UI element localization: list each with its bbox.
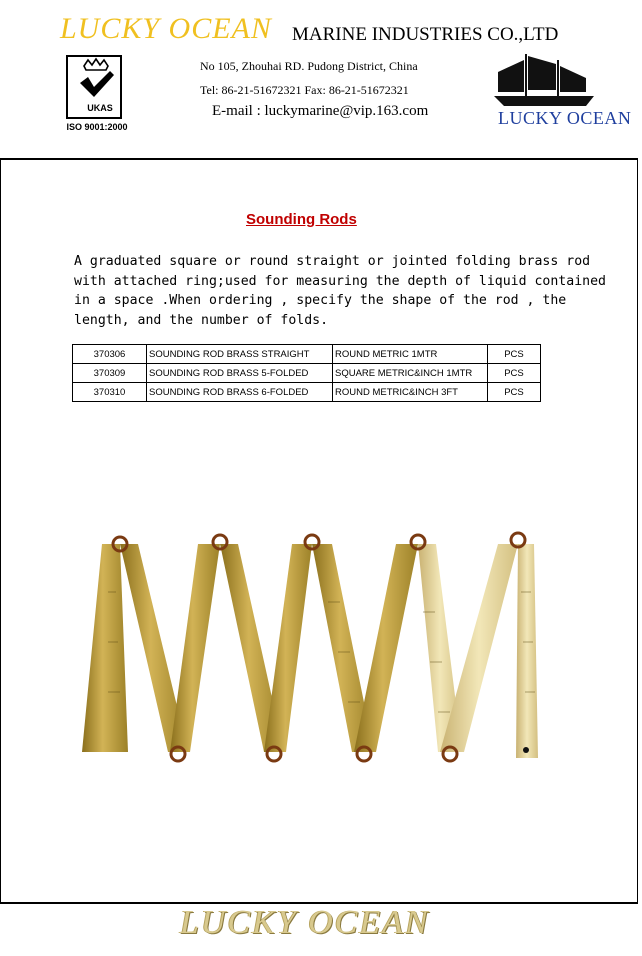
product-unit: PCS — [488, 364, 541, 383]
product-spec: SQUARE METRIC&INCH 1MTR — [333, 364, 488, 383]
ship-logo — [490, 50, 632, 140]
product-table — [72, 344, 541, 402]
product-code: 370310 — [73, 383, 147, 402]
page-right-border — [637, 160, 638, 902]
page-left-border — [0, 160, 1, 902]
table-row — [73, 364, 541, 383]
product-code: 370306 — [73, 345, 147, 364]
header-divider — [0, 158, 638, 160]
table-row — [73, 345, 541, 364]
ukas-badge — [66, 55, 122, 119]
product-spec: ROUND METRIC 1MTR — [333, 345, 488, 364]
crown-check-icon — [68, 57, 120, 103]
company-phone-fax: Tel: 86-21-51672321 Fax: 86-21-51672321 — [200, 83, 409, 97]
product-unit: PCS — [488, 345, 541, 364]
folding-ruler-photo — [78, 452, 558, 837]
sailing-ship-icon — [490, 50, 600, 110]
company-address: No 105, Zhouhai RD. Pudong District, China — [200, 59, 418, 73]
product-description: A graduated square or round straight or jointed folding brass rod with attached ring;used for measuring the depth of liquid contained in a space .When ordering , specify the shape of the rod , the length, and the number of folds. — [74, 254, 606, 328]
product-unit: PCS — [488, 383, 541, 402]
product-spec: ROUND METRIC&INCH 3FT — [333, 383, 488, 402]
product-name: SOUNDING ROD BRASS 5-FOLDED — [147, 364, 333, 383]
product-name: SOUNDING ROD BRASS 6-FOLDED — [147, 383, 333, 402]
ship-logo-text: LUCKY OCEAN — [498, 108, 632, 128]
company-name: MARINE INDUSTRIES CO.,LTD — [292, 24, 559, 45]
footer-brand: LUCKY OCEAN — [180, 904, 430, 941]
table-row — [73, 383, 541, 402]
brand-title: LUCKY OCEAN — [60, 12, 272, 45]
product-name: SOUNDING ROD BRASS STRAIGHT — [147, 345, 333, 364]
section-title: Sounding Rods — [246, 211, 357, 228]
iso-label: ISO 9001:2000 — [66, 122, 128, 132]
ukas-certification-logo — [62, 55, 132, 135]
company-email: E-mail : luckymarine@vip.163.com — [212, 103, 429, 119]
ukas-label: UKAS — [87, 103, 113, 113]
product-code: 370309 — [73, 364, 147, 383]
